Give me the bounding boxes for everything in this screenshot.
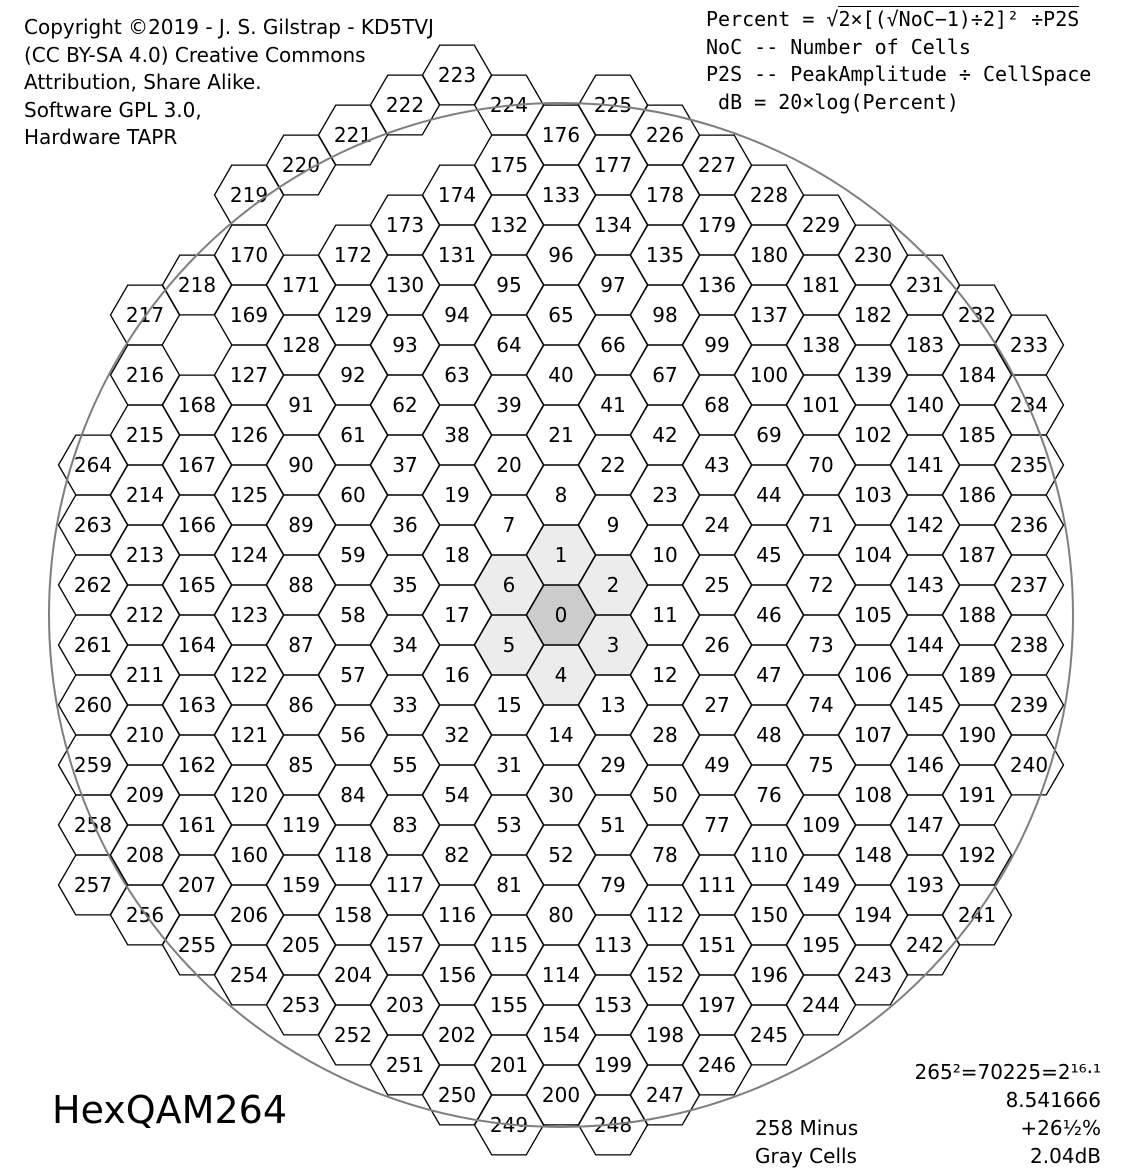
hex-cell-label-205: 205 xyxy=(281,933,321,957)
hex-cell-label-116: 116 xyxy=(437,903,477,927)
hex-cell-label-155: 155 xyxy=(489,993,529,1017)
hex-cell-label-194: 194 xyxy=(853,903,893,927)
hex-cell-label-97: 97 xyxy=(600,273,626,297)
stats-power: 265²=70225=2¹⁶·¹ xyxy=(914,1060,1101,1084)
hex-cell-label-127: 127 xyxy=(229,363,269,387)
hex-cell-label-70: 70 xyxy=(808,453,834,477)
hex-cell-label-204: 204 xyxy=(333,963,373,987)
copyright-line: Copyright ©2019 - J. S. Gilstrap - KD5TVJ xyxy=(24,15,434,39)
hex-cell-label-208: 208 xyxy=(125,843,165,867)
hex-cell-label-62: 62 xyxy=(392,393,418,417)
hex-cell-label-215: 215 xyxy=(125,423,165,447)
hex-cell-label-128: 128 xyxy=(281,333,321,357)
hex-cell-label-173: 173 xyxy=(385,213,425,237)
hex-cell-label-183: 183 xyxy=(905,333,945,357)
hex-cell-label-151: 151 xyxy=(697,933,737,957)
hex-cell-label-164: 164 xyxy=(177,633,217,657)
hex-cell-label-178: 178 xyxy=(645,183,685,207)
hex-cell-label-224: 224 xyxy=(489,93,529,117)
hex-cell-label-160: 160 xyxy=(229,843,269,867)
hex-cell-label-201: 201 xyxy=(489,1053,529,1077)
hex-cell-label-219: 219 xyxy=(229,183,269,207)
hex-cell-label-163: 163 xyxy=(177,693,217,717)
sqrt-symbol: √ xyxy=(826,7,839,31)
hex-cell-label-79: 79 xyxy=(600,873,626,897)
hex-cell-label-93: 93 xyxy=(392,333,418,357)
hex-cell-label-166: 166 xyxy=(177,513,217,537)
hex-cell-label-186: 186 xyxy=(957,483,997,507)
hex-cell-label-149: 149 xyxy=(801,873,841,897)
hex-cell-label-238: 238 xyxy=(1009,633,1049,657)
hex-cell-label-242: 242 xyxy=(905,933,945,957)
hex-cell-label-187: 187 xyxy=(957,543,997,567)
hex-cell-label-96: 96 xyxy=(548,243,574,267)
hex-cell-label-41: 41 xyxy=(600,393,626,417)
hex-cell-label-2: 2 xyxy=(606,573,620,597)
hardware-license-line: Hardware TAPR xyxy=(24,125,178,149)
hex-cell-label-131: 131 xyxy=(437,243,477,267)
hex-cell-label-258: 258 xyxy=(73,813,113,837)
hex-cell-label-255: 255 xyxy=(177,933,217,957)
hex-cell-label-212: 212 xyxy=(125,603,165,627)
hex-cell-label-110: 110 xyxy=(749,843,789,867)
formula-block xyxy=(706,6,1091,116)
hex-cell-label-47: 47 xyxy=(756,663,782,687)
hex-cell-label-20: 20 xyxy=(496,453,522,477)
hex-cell-label-45: 45 xyxy=(756,543,782,567)
hex-cell-label-31: 31 xyxy=(496,753,522,777)
hex-cell-label-262: 262 xyxy=(73,573,113,597)
hex-cell-label-248: 248 xyxy=(593,1113,633,1137)
hex-cell-label-135: 135 xyxy=(645,243,685,267)
hex-cell-label-216: 216 xyxy=(125,363,165,387)
hex-cell-label-14: 14 xyxy=(548,723,574,747)
diagram-title: HexQAM264 xyxy=(52,1088,287,1132)
hex-cell-label-251: 251 xyxy=(385,1053,425,1077)
hex-cell-label-259: 259 xyxy=(73,753,113,777)
hex-cell-label-19: 19 xyxy=(444,483,470,507)
hex-cell-label-206: 206 xyxy=(229,903,269,927)
hex-cell-label-94: 94 xyxy=(444,303,470,327)
hex-cell-label-145: 145 xyxy=(905,693,945,717)
hex-cell-label-211: 211 xyxy=(125,663,165,687)
hex-cell-label-129: 129 xyxy=(333,303,373,327)
hex-cell-label-113: 113 xyxy=(593,933,633,957)
hex-cell-label-197: 197 xyxy=(697,993,737,1017)
hex-cell-label-18: 18 xyxy=(444,543,470,567)
hex-cell-label-235: 235 xyxy=(1009,453,1049,477)
hex-cell-label-59: 59 xyxy=(340,543,366,567)
hex-cell-label-133: 133 xyxy=(541,183,581,207)
hex-cell-label-229: 229 xyxy=(801,213,841,237)
hex-cell-label-43: 43 xyxy=(704,453,730,477)
hex-cell-label-181: 181 xyxy=(801,273,841,297)
hex-cell-label-156: 156 xyxy=(437,963,477,987)
hex-cell-label-198: 198 xyxy=(645,1023,685,1047)
hex-cell-label-138: 138 xyxy=(801,333,841,357)
hex-cell-label-252: 252 xyxy=(333,1023,373,1047)
hex-cell-label-80: 80 xyxy=(548,903,574,927)
hex-cell-label-54: 54 xyxy=(444,783,470,807)
hex-cell-label-72: 72 xyxy=(808,573,834,597)
hex-cell-label-51: 51 xyxy=(600,813,626,837)
hex-cell-label-104: 104 xyxy=(853,543,893,567)
hex-cell-label-92: 92 xyxy=(340,363,366,387)
hex-cell-label-192: 192 xyxy=(957,843,997,867)
hex-cell-label-38: 38 xyxy=(444,423,470,447)
hex-cell-label-227: 227 xyxy=(697,153,737,177)
hex-cell-label-256: 256 xyxy=(125,903,165,927)
hex-cell-label-254: 254 xyxy=(229,963,269,987)
hex-cell-label-13: 13 xyxy=(600,693,626,717)
hex-cell-label-1: 1 xyxy=(554,543,568,567)
hex-cell-label-202: 202 xyxy=(437,1023,477,1047)
stats-percent: +26½% xyxy=(1020,1116,1101,1140)
hex-cell-label-77: 77 xyxy=(704,813,730,837)
hex-cell-label-122: 122 xyxy=(229,663,269,687)
hex-cell-label-30: 30 xyxy=(548,783,574,807)
db-formula: dB = 20×log(Percent) xyxy=(706,89,959,114)
stats-value: 8.541666 xyxy=(1005,1088,1101,1112)
hex-cell-label-11: 11 xyxy=(652,603,678,627)
hex-cell-label-24: 24 xyxy=(704,513,730,537)
hex-cell-label-245: 245 xyxy=(749,1023,789,1047)
hex-cell-label-107: 107 xyxy=(853,723,893,747)
hex-cell-label-58: 58 xyxy=(340,603,366,627)
hex-cell-label-63: 63 xyxy=(444,363,470,387)
hex-cell-label-84: 84 xyxy=(340,783,366,807)
hex-cell-label-32: 32 xyxy=(444,723,470,747)
hex-cell-label-147: 147 xyxy=(905,813,945,837)
hex-cell-label-120: 120 xyxy=(229,783,269,807)
hex-cell-label-168: 168 xyxy=(177,393,217,417)
hex-cell-label-23: 23 xyxy=(652,483,678,507)
hex-cell-label-257: 257 xyxy=(73,873,113,897)
hex-cell-label-88: 88 xyxy=(288,573,314,597)
hex-cell-label-260: 260 xyxy=(73,693,113,717)
hex-cell-label-48: 48 xyxy=(756,723,782,747)
hex-cell-label-66: 66 xyxy=(600,333,626,357)
hex-cell-label-182: 182 xyxy=(853,303,893,327)
hex-cell-label-35: 35 xyxy=(392,573,418,597)
hex-cell-label-170: 170 xyxy=(229,243,269,267)
hex-cell-label-172: 172 xyxy=(333,243,373,267)
hex-cell-label-115: 115 xyxy=(489,933,529,957)
hex-cell-label-7: 7 xyxy=(502,513,516,537)
hex-cell-label-42: 42 xyxy=(652,423,678,447)
hex-cell-label-87: 87 xyxy=(288,633,314,657)
hex-cell-label-98: 98 xyxy=(652,303,678,327)
hex-cell-label-124: 124 xyxy=(229,543,269,567)
hex-cell-label-241: 241 xyxy=(957,903,997,927)
noc-definition: NoC -- Number of Cells xyxy=(706,34,971,59)
hex-cell-label-226: 226 xyxy=(645,123,685,147)
hex-cell-label-10: 10 xyxy=(652,543,678,567)
hex-cell-label-86: 86 xyxy=(288,693,314,717)
hex-cell-label-39: 39 xyxy=(496,393,522,417)
hex-cell-label-150: 150 xyxy=(749,903,789,927)
hex-cell-label-189: 189 xyxy=(957,663,997,687)
hex-cell-label-91: 91 xyxy=(288,393,314,417)
hex-cell-label-240: 240 xyxy=(1009,753,1049,777)
minus-line: 258 Minus xyxy=(755,1116,859,1140)
hex-cell-label-21: 21 xyxy=(548,423,574,447)
hex-cell-label-157: 157 xyxy=(385,933,425,957)
hex-cell-label-105: 105 xyxy=(853,603,893,627)
hex-cell-label-36: 36 xyxy=(392,513,418,537)
hex-cell-label-174: 174 xyxy=(437,183,477,207)
hex-cell-label-154: 154 xyxy=(541,1023,581,1047)
hex-cell-label-165: 165 xyxy=(177,573,217,597)
hex-cell-label-153: 153 xyxy=(593,993,633,1017)
hex-cell-label-73: 73 xyxy=(808,633,834,657)
hex-cell-label-123: 123 xyxy=(229,603,269,627)
hex-cell-label-213: 213 xyxy=(125,543,165,567)
hex-cell-label-100: 100 xyxy=(749,363,789,387)
hex-cell-label-203: 203 xyxy=(385,993,425,1017)
hex-cell-label-119: 119 xyxy=(281,813,321,837)
attribution-line: Attribution, Share Alike. xyxy=(24,70,262,94)
hex-cell-label-223: 223 xyxy=(437,63,477,87)
hex-cell-label-142: 142 xyxy=(905,513,945,537)
hex-cell-label-12: 12 xyxy=(652,663,678,687)
hex-cell-label-230: 230 xyxy=(853,243,893,267)
hex-cell-label-5: 5 xyxy=(502,633,516,657)
hex-cell-label-175: 175 xyxy=(489,153,529,177)
hex-cell-label-247: 247 xyxy=(645,1083,685,1107)
hex-cell-label-81: 81 xyxy=(496,873,522,897)
hex-cell-label-50: 50 xyxy=(652,783,678,807)
hex-cell-label-177: 177 xyxy=(593,153,633,177)
hex-cell-label-67: 67 xyxy=(652,363,678,387)
hex-cell-label-176: 176 xyxy=(541,123,581,147)
hex-cell-label-180: 180 xyxy=(749,243,789,267)
hex-cell-label-61: 61 xyxy=(340,423,366,447)
hex-cell-label-199: 199 xyxy=(593,1053,633,1077)
hex-cell-label-140: 140 xyxy=(905,393,945,417)
hex-cell-label-250: 250 xyxy=(437,1083,477,1107)
hex-cell-label-179: 179 xyxy=(697,213,737,237)
hex-cell-label-171: 171 xyxy=(281,273,321,297)
hex-cell-label-126: 126 xyxy=(229,423,269,447)
hex-cell-label-68: 68 xyxy=(704,393,730,417)
hex-cell-label-52: 52 xyxy=(548,843,574,867)
hex-cell-label-65: 65 xyxy=(548,303,574,327)
hex-cell-label-146: 146 xyxy=(905,753,945,777)
hex-cell-label-112: 112 xyxy=(645,903,685,927)
hex-cell-label-55: 55 xyxy=(392,753,418,777)
hex-cell-label-134: 134 xyxy=(593,213,633,237)
hex-cell-label-159: 159 xyxy=(281,873,321,897)
hex-cell-label-33: 33 xyxy=(392,693,418,717)
hex-cell-label-261: 261 xyxy=(73,633,113,657)
hex-cell-label-101: 101 xyxy=(801,393,841,417)
hex-cell-label-264: 264 xyxy=(73,453,113,477)
hex-cell-label-57: 57 xyxy=(340,663,366,687)
hex-cell-label-15: 15 xyxy=(496,693,522,717)
hex-cell-label-220: 220 xyxy=(281,153,321,177)
hex-cell-label-190: 190 xyxy=(957,723,997,747)
hex-cell-label-6: 6 xyxy=(502,573,516,597)
hex-cell-label-27: 27 xyxy=(704,693,730,717)
hex-cell-label-46: 46 xyxy=(756,603,782,627)
hex-cell-label-137: 137 xyxy=(749,303,789,327)
hex-cell-label-108: 108 xyxy=(853,783,893,807)
hex-cell-label-95: 95 xyxy=(496,273,522,297)
hex-cell-label-167: 167 xyxy=(177,453,217,477)
hex-cell-label-244: 244 xyxy=(801,993,841,1017)
p2s-definition: P2S -- PeakAmplitude ÷ CellSpace xyxy=(706,62,1092,86)
hex-cell-label-185: 185 xyxy=(957,423,997,447)
hex-cell-label-152: 152 xyxy=(645,963,685,987)
hex-cell-label-114: 114 xyxy=(541,963,581,987)
hex-cell-label-85: 85 xyxy=(288,753,314,777)
hex-cell-label-76: 76 xyxy=(756,783,782,807)
hex-cell-label-191: 191 xyxy=(957,783,997,807)
hex-cell-label-195: 195 xyxy=(801,933,841,957)
hex-cell-label-184: 184 xyxy=(957,363,997,387)
hex-cell-label-188: 188 xyxy=(957,603,997,627)
hex-cell-label-9: 9 xyxy=(606,513,620,537)
hex-cell-label-75: 75 xyxy=(808,753,834,777)
hex-cell-label-222: 222 xyxy=(385,93,425,117)
hex-cell-label-263: 263 xyxy=(73,513,113,537)
hex-cell-label-141: 141 xyxy=(905,453,945,477)
hex-cell-label-225: 225 xyxy=(593,93,633,117)
hex-cell-label-64: 64 xyxy=(496,333,522,357)
software-license-line: Software GPL 3.0, xyxy=(24,97,202,122)
hex-cell-label-243: 243 xyxy=(853,963,893,987)
hex-cell-label-117: 117 xyxy=(385,873,425,897)
hex-cell-label-56: 56 xyxy=(340,723,366,747)
hex-cell-label-237: 237 xyxy=(1009,573,1049,597)
hex-cell-label-99: 99 xyxy=(704,333,730,357)
hex-cell-label-118: 118 xyxy=(333,843,373,867)
hex-cell-label-44: 44 xyxy=(756,483,782,507)
hex-cell-label-16: 16 xyxy=(444,663,470,687)
hex-cell-label-28: 28 xyxy=(652,723,678,747)
hex-cell-label-218: 218 xyxy=(177,273,217,297)
hex-cell-label-17: 17 xyxy=(444,603,470,627)
hex-cell-label-69: 69 xyxy=(756,423,782,447)
hex-cell-label-221: 221 xyxy=(333,123,373,147)
hex-cell-label-217: 217 xyxy=(125,303,165,327)
hex-cell-label-82: 82 xyxy=(444,843,470,867)
hex-cell-label-139: 139 xyxy=(853,363,893,387)
hex-cell-label-144: 144 xyxy=(905,633,945,657)
hex-cell-label-233: 233 xyxy=(1009,333,1049,357)
hex-cell-label-25: 25 xyxy=(704,573,730,597)
copyright-block xyxy=(24,14,434,152)
hex-cell-label-121: 121 xyxy=(229,723,269,747)
hex-cell-label-37: 37 xyxy=(392,453,418,477)
hex-cell-label-22: 22 xyxy=(600,453,626,477)
hex-cell-label-60: 60 xyxy=(340,483,366,507)
hex-cell-label-214: 214 xyxy=(125,483,165,507)
hex-cell-label-0: 0 xyxy=(554,603,568,627)
hex-cell-label-111: 111 xyxy=(697,873,737,897)
hex-cell-label-231: 231 xyxy=(905,273,945,297)
hex-cell-label-158: 158 xyxy=(333,903,373,927)
hex-cell-label-253: 253 xyxy=(281,993,321,1017)
hex-cell-label-162: 162 xyxy=(177,753,217,777)
hex-cell-label-239: 239 xyxy=(1009,693,1049,717)
hex-cell-label-4: 4 xyxy=(554,663,568,687)
stats-block xyxy=(915,1058,1101,1170)
hex-cell-label-130: 130 xyxy=(385,273,425,297)
hex-cell-label-109: 109 xyxy=(801,813,841,837)
hex-cell-label-232: 232 xyxy=(957,303,997,327)
hex-cell-label-209: 209 xyxy=(125,783,165,807)
hex-cell-label-136: 136 xyxy=(697,273,737,297)
hex-cell-label-49: 49 xyxy=(704,753,730,777)
hex-cell-label-71: 71 xyxy=(808,513,834,537)
percent-expression: 2×[(√NoC−1)÷2]² ÷P2S xyxy=(838,7,1080,31)
hex-cell-label-40: 40 xyxy=(548,363,574,387)
hex-cell-label-83: 83 xyxy=(392,813,418,837)
hex-cell-label-106: 106 xyxy=(853,663,893,687)
hex-cell-label-53: 53 xyxy=(496,813,522,837)
hex-cell-label-161: 161 xyxy=(177,813,217,837)
hex-cell-label-102: 102 xyxy=(853,423,893,447)
hex-cell-label-207: 207 xyxy=(177,873,217,897)
hex-cell-label-210: 210 xyxy=(125,723,165,747)
stats-db: 2.04dB xyxy=(1030,1144,1101,1168)
hex-cell-label-148: 148 xyxy=(853,843,893,867)
minus-note xyxy=(755,1114,858,1170)
hex-cell-label-143: 143 xyxy=(905,573,945,597)
gray-cells-line: Gray Cells xyxy=(755,1144,857,1168)
hex-cell-label-125: 125 xyxy=(229,483,269,507)
hex-cell-label-236: 236 xyxy=(1009,513,1049,537)
hex-cell-label-193: 193 xyxy=(905,873,945,897)
hex-cell-label-90: 90 xyxy=(288,453,314,477)
hex-cell-label-228: 228 xyxy=(749,183,789,207)
hex-cell-label-78: 78 xyxy=(652,843,678,867)
license-line: (CC BY-SA 4.0) Creative Commons xyxy=(24,42,366,67)
hex-cell-label-89: 89 xyxy=(288,513,314,537)
hex-cell-label-34: 34 xyxy=(392,633,418,657)
hex-cell-label-74: 74 xyxy=(808,693,834,717)
hex-cell-label-169: 169 xyxy=(229,303,269,327)
hex-cell-label-29: 29 xyxy=(600,753,626,777)
hex-cell-label-249: 249 xyxy=(489,1113,529,1137)
percent-label: Percent = xyxy=(706,7,827,31)
hex-cell-label-246: 246 xyxy=(697,1053,737,1077)
hex-cell-label-196: 196 xyxy=(749,963,789,987)
hex-cell-label-103: 103 xyxy=(853,483,893,507)
percent-formula xyxy=(706,6,1091,34)
hex-cell-label-132: 132 xyxy=(489,213,529,237)
hex-cell-label-3: 3 xyxy=(606,633,620,657)
hex-cell-label-26: 26 xyxy=(704,633,730,657)
hex-cell-label-200: 200 xyxy=(541,1083,581,1107)
hex-cell-label-8: 8 xyxy=(554,483,568,507)
hex-cell-label-234: 234 xyxy=(1009,393,1049,417)
